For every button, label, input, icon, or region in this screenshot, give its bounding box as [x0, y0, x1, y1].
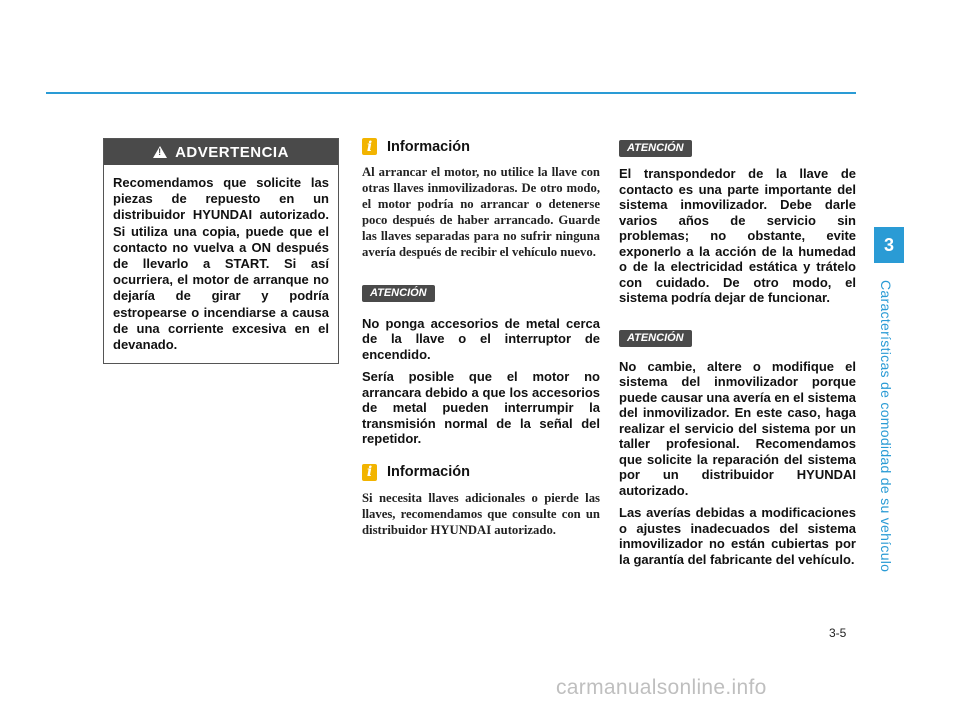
right-column — [619, 138, 856, 567]
attention-middle-p2: Sería posible que el motor no arrancara debido a que los accesorios de metal pueden interrumpir la transmisión normal de la señal del repetidor. — [362, 369, 600, 447]
middle-column — [362, 138, 600, 538]
attention-badge: ATENCIÓN — [619, 140, 692, 157]
info-heading-2 — [362, 464, 600, 481]
attention-right-1-text: El transpondedor de la llave de contacto es una parte importante del sistema inmovilizador. Debe darle varios años de servicio sin problemas; no obstante, evite exponerlo a la acción de la humedad o de la electricidad estática y trátelo con cuidado. De otro modo, el sistema podría dejar de funcionar. — [619, 166, 856, 305]
attention-right-2-p2: Las averías debidas a modificaciones o ajustes inadecuados del sistema inmovilizador no están cubiertas por la garantía del fabricante del vehículo. — [619, 505, 856, 567]
attention-right-2-p1: No cambie, altere o modifique el sistema del inmovilizador porque puede causar una avería en el sistema del inmovilizador. En este caso, haga realizar el servicio del sistema por un taller profesional. Recomendamos que solicite la reparación del sistema por un distribuidor HYUNDAI autorizado. — [619, 358, 857, 498]
info-heading-1-label: Información — [387, 138, 470, 155]
warning-triangle-icon — [153, 146, 167, 158]
warning-header — [104, 139, 338, 165]
watermark: carmanualsonline.info — [556, 676, 767, 699]
warning-text: Recomendamos que solicite las piezas de repuesto en un distribuidor HYUNDAI autorizado. Si utiliza una copia, puede que el contacto no vuelva a ON después de llevarlo a START. Si así ocurriera, el motor de arranque no dejaría de girar y podría estropearse o incendiarse a causa de una corriente excesiva en el devanado. — [113, 175, 329, 353]
attention-block-right-1 — [619, 138, 856, 157]
info-heading-1 — [362, 138, 600, 155]
attention-block-right-2 — [619, 328, 856, 347]
attention-badge: ATENCIÓN — [362, 285, 435, 302]
info-icon: i — [362, 138, 377, 155]
info-1-text: Al arrancar el motor, no utilice la llave con otras llaves inmovilizadoras. De otro modo, el motor podría no arrancar o detenerse poco después de haber arrancado. Guarde las llaves separadas para no sufrir ninguna avería después de recibir el vehículo nuevo. — [362, 165, 600, 260]
attention-badge: ATENCIÓN — [619, 330, 692, 347]
header-rule — [46, 92, 856, 94]
chapter-tab: 3 — [874, 227, 904, 263]
page-number: 3-5 — [829, 626, 847, 640]
warning-box — [103, 138, 339, 364]
attention-middle-p1: No ponga accesorios de metal cerca de la llave o el interruptor de encendido. — [362, 315, 600, 362]
info-heading-2-label: Información — [387, 464, 470, 481]
info-icon: i — [362, 464, 377, 481]
warning-title: ADVERTENCIA — [175, 143, 289, 161]
info-2-text: Si necesita llaves adicionales o pierde las llaves, recomendamos que consulte con un distribuidor HYUNDAI autorizado. — [362, 490, 600, 537]
chapter-title: Características de comodidad de su vehículo — [878, 280, 894, 573]
attention-block-middle — [362, 283, 600, 302]
chapter-title-vertical — [876, 280, 900, 580]
